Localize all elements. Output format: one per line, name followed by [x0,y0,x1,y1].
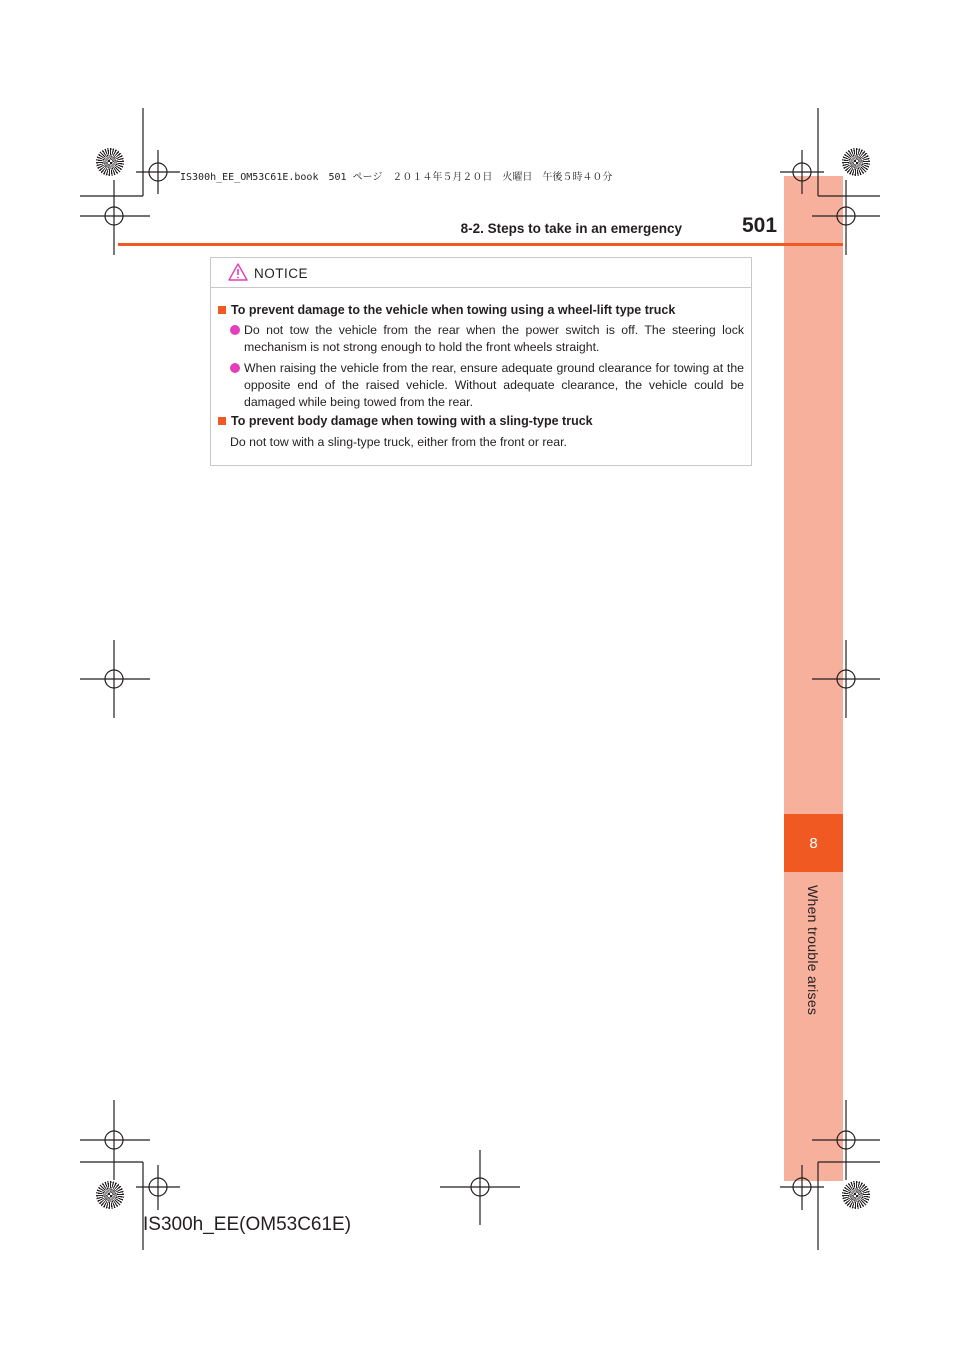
section-heading-text: To prevent damage to the vehicle when towing using a wheel-lift type truck [231,303,676,317]
section-heading-text: To prevent body damage when towing with a sling-type truck [231,414,593,428]
registration-disk-icon [842,1181,870,1209]
model-code: IS300h_EE(OM53C61E) [143,1214,352,1235]
registration-mark-icon [80,1100,150,1180]
notice-label: NOTICE [254,266,309,281]
registration-mark-icon [136,1165,180,1210]
notice-box [210,257,752,466]
bullet-text: When raising the vehicle from the rear, ensure adequate ground clearance for towing at the opposite end of the raised vehicle. Without adequate clearance, the vehicle could be damaged while being towed from the rear. [244,361,744,409]
side-tab [784,176,843,1181]
registration-disk-icon [96,1181,124,1209]
registration-disk-icon [96,148,124,176]
notice-header [211,258,751,288]
chapter-title-tab [784,885,843,1025]
chapter-number: 8 [809,834,818,852]
bullet-text: Do not tow the vehicle from the rear when the power switch is off. The steering lock mechanism is not strong enough to hold the front wheels straight. [244,323,744,354]
section-title: 8-2. Steps to take in an emergency [460,221,682,236]
chapter-title: When trouble arises [805,885,821,1016]
registration-mark-icon [80,640,150,718]
square-bullet-icon [218,306,226,314]
registration-mark-icon [136,150,180,194]
warning-triangle-icon [228,263,248,281]
print-stamp: IS300h_EE_OM53C61E.book 501 ページ ２０１４年５月２０日 火曜日 午後５時４０分 [180,172,613,183]
square-bullet-icon [218,417,226,425]
registration-disk-icon [842,148,870,176]
section-heading [218,414,593,428]
bullet-item [244,322,744,356]
section-body-text: Do not tow with a sling-type truck, either from the front or rear. [230,435,567,449]
page-number: 501 [742,214,778,237]
section-heading [218,303,675,317]
bullet-dot-icon [230,325,240,335]
registration-mark-icon [440,1150,520,1225]
bullet-item [244,360,744,411]
bullet-dot-icon [230,363,240,373]
header-rule [118,243,843,246]
chapter-number-tab [784,814,843,872]
